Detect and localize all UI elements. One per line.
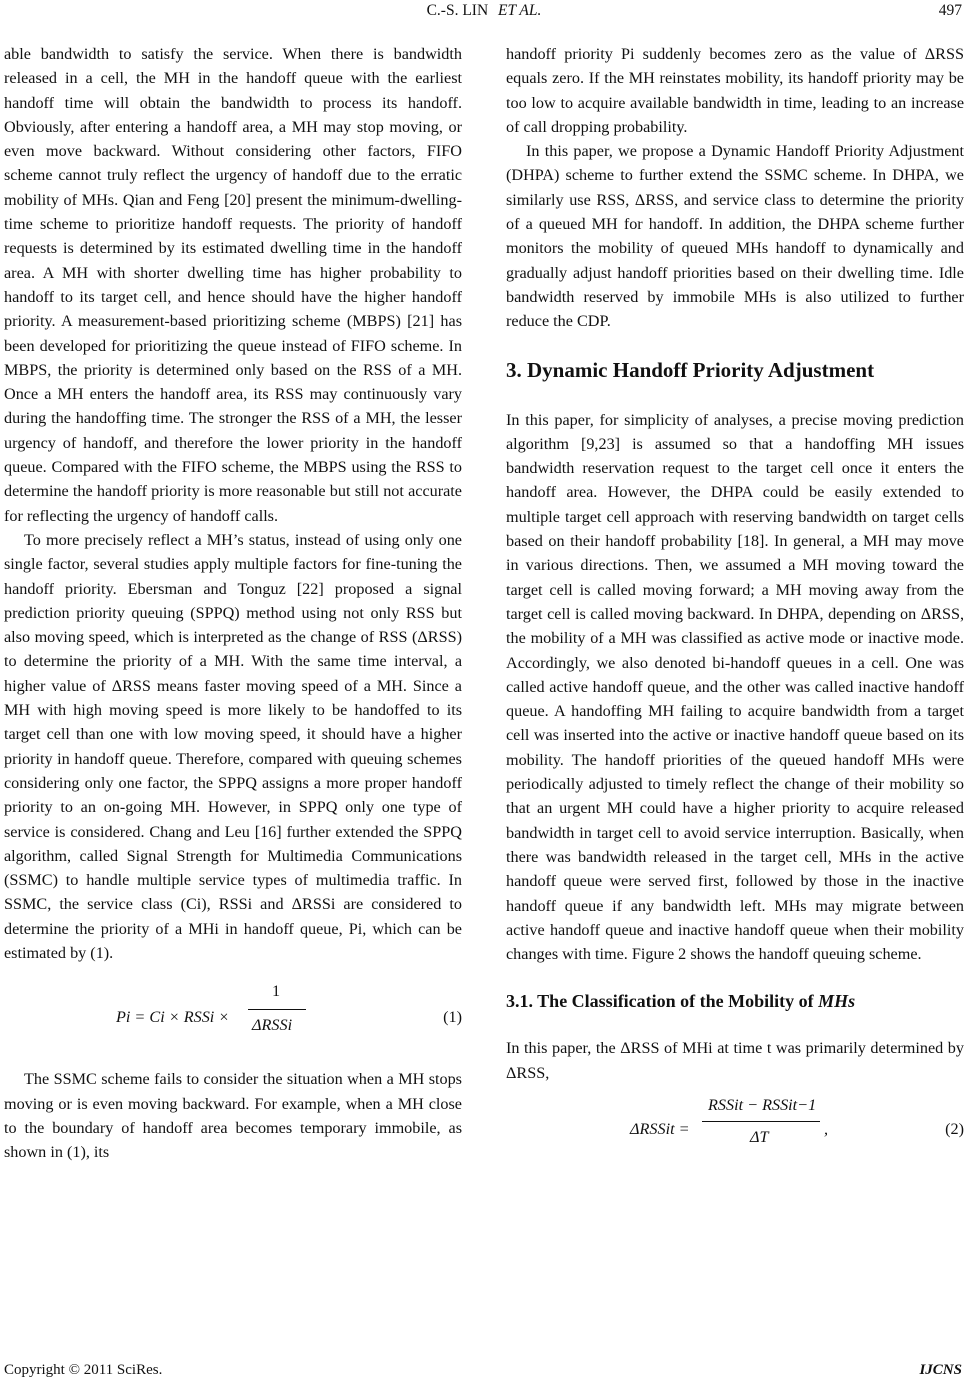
left-column — [4, 42, 462, 1164]
page-header — [0, 2, 968, 24]
right-paragraph-4: In this paper, the ΔRSS of MHi at time t was primarily determined by ΔRSS, — [506, 1039, 964, 1082]
equation-1-denominator: ΔRSSi — [252, 1016, 293, 1035]
equation-1-lhs: Pi = Ci × RSSi × — [116, 1008, 230, 1027]
left-paragraph-1: able bandwidth to satisfy the service. When there is bandwidth released in a cell, the MH in the handoff queue with the earliest handoff time will obtain the bandwidth to process its handoff. Obviously, after entering a handoff area, a MH may stop moving, or even move backward. Without considering other factors, FIFO scheme cannot truly reflect the urgency of handoff due to the erratic mobility of MHs. Qian and Feng [20] present the minimum-dwelling-time scheme to prioritize handoff requests. The priority of handoff requests is determined by its estimated dwelling time in the handoff area. A MH with shorter dwelling time has higher probability to handoff to its target cell, and hence should have the higher handoff priority. A measurement-based prioritizing scheme (MBPS) [21] has been developed for prioritizing the queue instead of FIFO scheme. In MBPS, the priority is determined only based on the RSS of a MH. Once a MH enters the handoff area, its RSS may continuously vary during the handoffing time. The stronger the RSS of a MH, the lesser urgency of handoff, and therefore the lower priority in the handoff queue. Compared with the FIFO scheme, the MBPS using the RSS to determine the handoff priority is more reasonable but still not accurate for reflecting the urgency of handoff calls. — [4, 45, 462, 525]
right-paragraph-2: In this paper, we propose a Dynamic Handoff Priority Adjustment (DHPA) scheme to further extend the SSMC scheme. In DHPA, we similarly use RSS, ΔRSS, and service class to determine the priority of a queued MH for handoff. In addition, the DHPA scheme further monitors the mobility of queued MHs handoff to dynamically and gradually adjust handoff priorities based on their dwelling time. Idle bandwidth reserved by immobile MHs is also utilized to further reduce the CDP. — [506, 142, 964, 331]
right-column — [506, 42, 964, 1171]
equation-1 — [4, 979, 462, 1057]
subsection-heading-text: 3.1. The Classification of the Mobility of — [506, 991, 819, 1012]
equation-2-lhs: ΔRSSit = — [630, 1119, 690, 1138]
equation-2-label: (2) — [945, 1119, 964, 1138]
copyright-notice: Copyright © 2011 SciRes. — [4, 1362, 163, 1378]
equation-1-label: (1) — [443, 1008, 462, 1027]
left-paragraph-2: To more precisely reflect a MH’s status, instead of using only one single factor, several studies apply multiple factors for fine-tuning the handoff priority. Ebersman and Tonguz [22] proposed a signal prediction priority queuing (SPPQ) method using not only RSS but also moving speed, which is interpreted as the change of RSS (ΔRSS) to determine the priority of a MH. With the same time interval, a higher value of ΔRSS means faster moving speed of a MH. Since a MH with high moving speed is more likely to be handoffed to its target cell than one with low moving speed, it should have a higher priority in handoff queue. Therefore, compared with queuing schemes considering only one factor, the SPPQ assigns a more proper handoff priority to an on-going MH. However, in SPPQ only one type of service is considered. Chang and Leu [16] further extended the SPPQ algorithm, called Signal Strength for Multimedia Communications (SSMC) to handle multiple service types of multimedia traffic. In SSMC, the service class (Ci), RSSi and ΔRSSi are considered to determine the priority of a MHi in handoff queue, Pi, which can be estimated by (1). — [4, 530, 462, 962]
equation-2 — [506, 1093, 964, 1171]
right-paragraph-1: handoff priority Pi suddenly becomes zero as the value of ΔRSS equals zero. If the MH reinstates mobility, its handoff priority may be too low to acquire available bandwidth in time, leading to an increase of call dropping probability. — [506, 45, 964, 136]
right-paragraph-3: In this paper, for simplicity of analyses, a precise moving prediction algorithm [9,23] is assumed so that a handoffing MH issues bandwidth reservation request to the target cell once it enters the handoff area. However, the DHPA could be easily extended to multiple target cell approach with reserving bandwidth on target cells based on their handoff probability [18]. In general, a MH may move in various directions. Then, we assumed a MH moving toward the target cell is called moving forward; a MH moving away from the target cell is called moving backward. In DHPA, depending on ΔRSS, the mobility of a MH was classified as active mode or inactive mode. Accordingly, we also denoted bi-handoff queues in a cell. One was called active handoff queue, and the other was called inactive handoff queue. A handoffing MH failing to acquire bandwidth from a target cell was inserted into the active or inactive handoff queue based on its mobility. The handoff priorities of the queued handoff MHs were periodically adjusted to timely reflect the change of their mobility so that an urgent MH could have a higher priority to acquire released bandwidth in target cell to avoid service interruption. Basically, when there was bandwidth released in the target cell, MHs in the active handoff queue were served first, followed by those in the inactive handoff queue if any bandwidth left. MHs may migrate between active handoff queue and inactive handoff queue when their mobility changes with time. Figure 2 shows the handoff queuing scheme. — [506, 410, 964, 964]
running-head — [0, 2, 968, 20]
journal-abbrev: IJCNS — [919, 1362, 962, 1378]
left-paragraph-3: The SSMC scheme fails to consider the situation when a MH stops moving or is even moving backward. For example, when a MH close to the boundary of handoff area becomes temporary immobile, as shown in (1), its — [4, 1070, 462, 1162]
section-heading: 3. Dynamic Handoff Priority Adjustment — [506, 357, 875, 382]
running-head-authors: C.-S. LIN — [426, 2, 489, 19]
subsection-heading — [506, 988, 964, 1014]
page-number: 497 — [938, 2, 962, 19]
equation-2-comma: , — [824, 1119, 829, 1138]
equation-2-numerator: RSSit − RSSit−1 — [708, 1095, 817, 1114]
subsection-heading-mh: MHs — [818, 991, 856, 1012]
equation-2-denominator: ΔT — [750, 1127, 769, 1146]
equation-1-numerator: 1 — [272, 982, 281, 1001]
running-head-etal: ET AL. — [498, 2, 542, 19]
page-footer — [0, 1362, 968, 1384]
